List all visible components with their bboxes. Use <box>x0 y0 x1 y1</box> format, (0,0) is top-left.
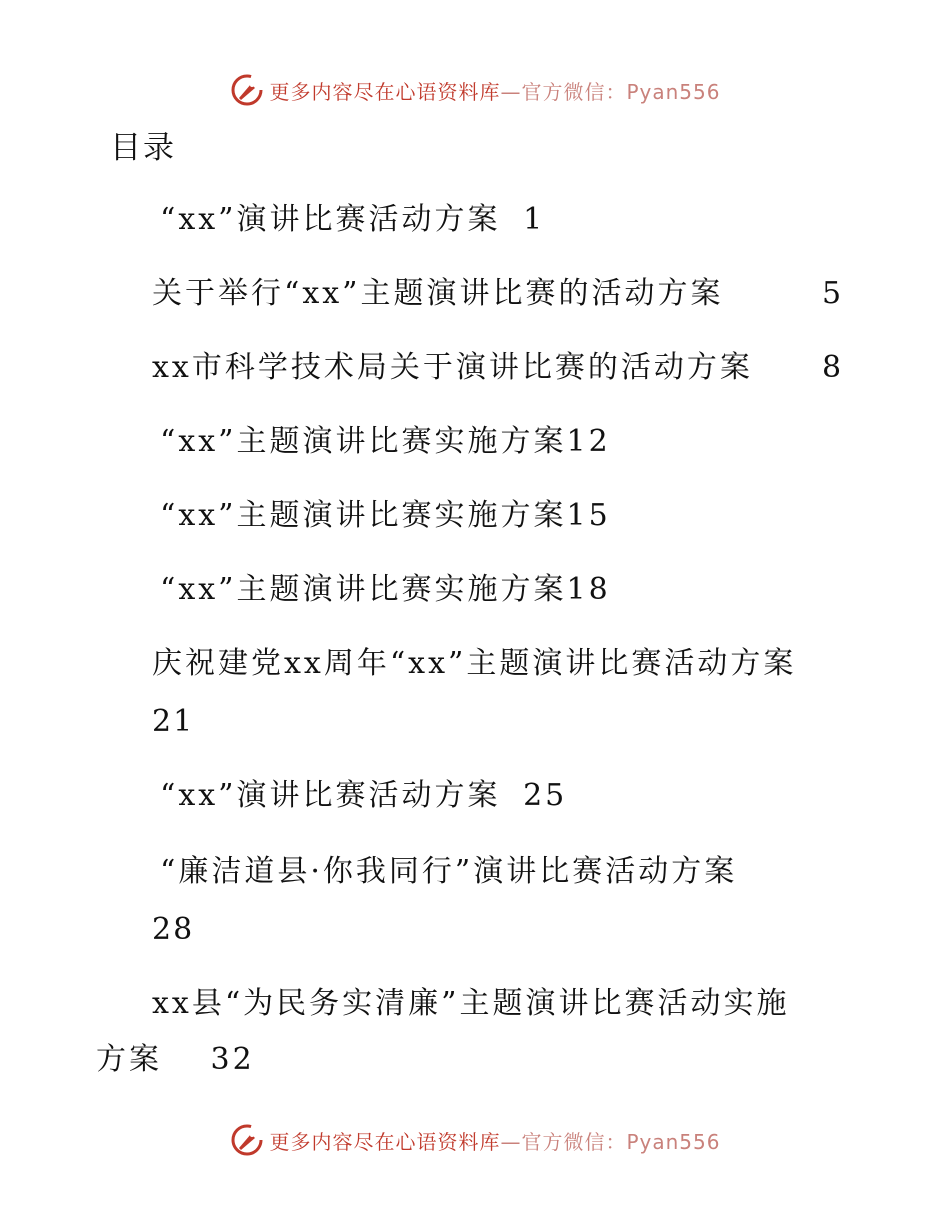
toc-entry-3[interactable] <box>152 348 753 388</box>
toc-entry-text: 关于举行“xx”主题演讲比赛的活动方案 <box>152 276 724 311</box>
toc-entry-text: “xx”演讲比赛活动方案 <box>160 202 501 237</box>
toc-entry-text: “xx”主题演讲比赛实施方案 <box>160 498 567 533</box>
toc-entry-text-cont: 方案 <box>96 1042 162 1077</box>
footer-banner-rest: —官方微信：Pyan556 <box>500 1129 721 1154</box>
toc-entry-page: 25 <box>523 778 568 813</box>
toc-entry-page: 18 <box>566 572 611 607</box>
toc-entry-9[interactable] <box>160 852 737 892</box>
toc-entry-page: 1 <box>523 202 546 237</box>
toc-entry-page: 12 <box>566 424 611 459</box>
toc-entry-8[interactable] <box>160 776 567 816</box>
toc-entry-page: 5 <box>822 276 844 311</box>
toc-entry-7[interactable] <box>152 644 796 684</box>
header-banner-red: 更多内容尽在心语资料库 <box>269 79 501 104</box>
toc-entry-6[interactable] <box>160 570 611 610</box>
toc-entry-text: “xx”主题演讲比赛实施方案 <box>160 572 567 607</box>
toc-entry-text: “廉洁道县·你我同行”演讲比赛活动方案 <box>160 854 738 889</box>
toc-entry-text: “xx”演讲比赛活动方案 <box>160 778 501 813</box>
toc-entry-page: 21 <box>152 704 195 739</box>
toc-title: 目录 <box>110 130 176 166</box>
footer-banner-red: 更多内容尽在心语资料库 <box>269 1129 501 1154</box>
toc-entry-10[interactable] <box>152 984 790 1024</box>
toc-entry-text: 庆祝建党xx周年“xx”主题演讲比赛活动方案 <box>152 646 797 681</box>
footer-banner <box>0 1120 950 1160</box>
toc-entry-page: 32 <box>210 1042 255 1077</box>
footer-banner-text <box>269 1126 720 1155</box>
toc-entry-page: 8 <box>822 350 844 385</box>
toc-entry-text: xx县“为民务实清廉”主题演讲比赛活动实施 <box>152 986 790 1021</box>
header-banner-rest: —官方微信：Pyan556 <box>500 79 721 104</box>
toc-entry-page: 15 <box>566 498 611 533</box>
toc-entry-2[interactable] <box>152 274 724 314</box>
toc-entry-page: 28 <box>152 912 195 947</box>
toc-entry-10-cont <box>96 1040 255 1080</box>
toc-entry-text: “xx”主题演讲比赛实施方案 <box>160 424 567 459</box>
toc-entry-5[interactable] <box>160 496 611 536</box>
pen-nib-logo-icon <box>229 1122 265 1158</box>
toc-entry-1[interactable] <box>160 200 545 240</box>
toc-entry-4[interactable] <box>160 422 611 462</box>
toc-entry-text: xx市科学技术局关于演讲比赛的活动方案 <box>152 350 753 385</box>
